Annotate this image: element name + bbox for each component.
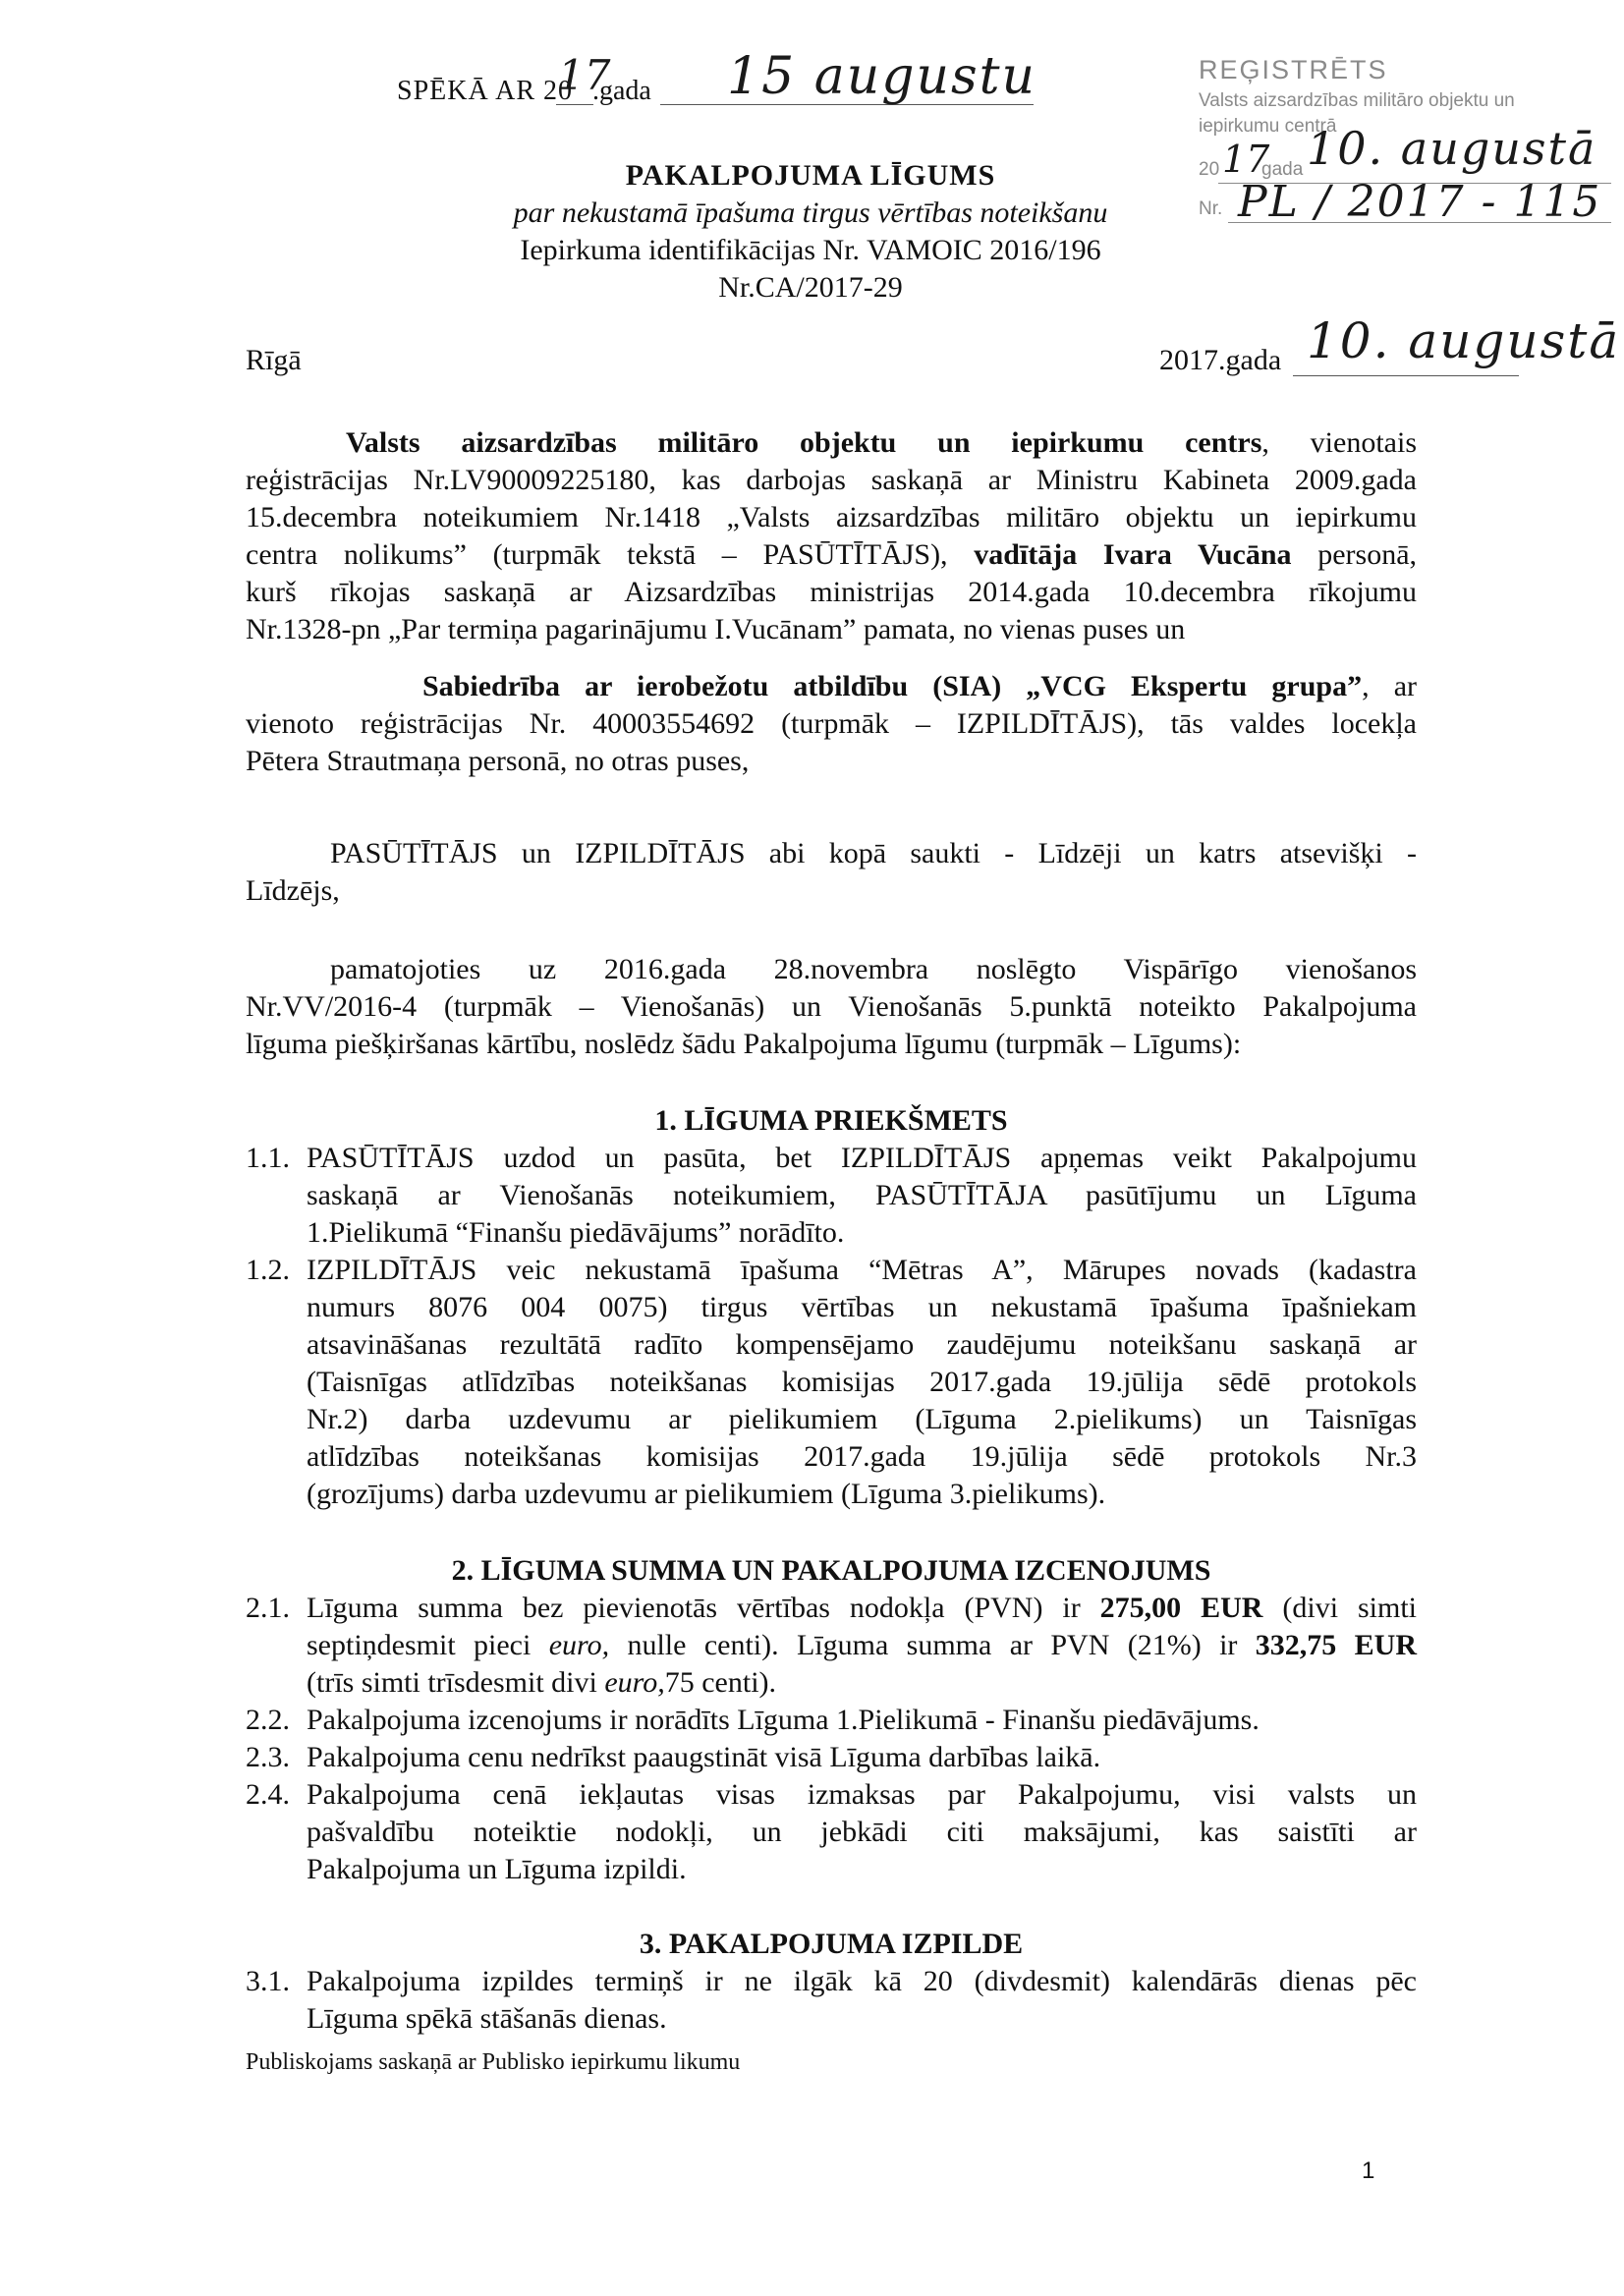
item-1-1-number: 1.1. xyxy=(246,1142,290,1174)
document-title: PAKALPOJUMA LĪGUMS xyxy=(625,159,996,192)
stamp-handwritten-year: 17 xyxy=(1222,138,1270,181)
page-number: 1 xyxy=(1362,2157,1375,2184)
basis-block xyxy=(246,951,1417,1063)
item-2-3-number: 2.3. xyxy=(246,1741,290,1773)
party-1-line-3: 15.decembra noteikumiem Nr.1418 „Valsts aizsardzības militāro objektu un iepirkumu xyxy=(246,501,1417,533)
item-3-1-number: 3.1. xyxy=(246,1965,290,1997)
document-subtitle: par nekustamā īpašuma tirgus vērtības noteikšanu xyxy=(513,196,1108,229)
party-2-line-2: vienoto reģistrācijas Nr. 40003554692 (turpmāk – IZPILDĪTĀJS), tās valdes locekļa xyxy=(246,707,1417,740)
party-2-line-1: Sabiedrība ar ierobežotu atbildību (SIA) „VCG Ekspertu grupa”, ar xyxy=(422,670,1417,702)
stamp-nr-label: Nr. xyxy=(1199,198,1223,219)
price-without-vat: 275,00 EUR xyxy=(1099,1592,1263,1624)
party-2-block xyxy=(246,668,1417,780)
stamp-year-prefix: 20 xyxy=(1199,159,1220,180)
item-2-1-number: 2.1. xyxy=(246,1592,290,1624)
parties-line-2: Līdzējs, xyxy=(246,874,340,907)
party-1-line-2: reģistrācijas Nr.LV90009225180, kas darbojas saskaņā ar Ministru Kabineta 2009.gada xyxy=(246,464,1417,496)
item-2-2: Pakalpojuma izcenojums ir norādīts Līguma 1.Pielikumā - Finanšu piedāvājums. xyxy=(307,1704,1260,1736)
effective-label: SPĒKĀ AR 20 xyxy=(397,76,574,106)
section-3-title: 3. PAKALPOJUMA IZPILDE xyxy=(639,1928,1024,1960)
stamp-handwritten-nr: PL / 2017 - 115 xyxy=(1238,177,1602,227)
item-3-1: Pakalpojuma izpildes termiņš ir ne ilgāk kā 20 (divdesmit) kalendārās dienas pēc Līguma spēkā stāšanās dienas. xyxy=(307,1965,1417,2035)
effective-gada: .gada xyxy=(592,76,651,106)
price-with-vat: 332,75 EUR xyxy=(1255,1629,1418,1661)
item-2-2-number: 2.2. xyxy=(246,1704,290,1736)
stamp-line-2: iepirkumu centrā xyxy=(1199,116,1337,137)
party-2-line-3: Pētera Strautmaņa personā, no otras puses, xyxy=(246,745,750,777)
procurement-id: Iepirkuma identifikācijas Nr. VAMOIC 2016/196 xyxy=(520,234,1101,266)
item-1-2: IZPILDĪTĀJS veic nekustamā īpašuma “Mētras A”, Mārupes novads (kadastra numurs 8076 004 0075) tirgus vērtības un nekustamā īpašuma īpašniekam atsavināšanas rezultātā radīto kompensējamo zaudējumu noteikšanu saskaņā ar (Taisnīgas atlīdzības noteikšanas komisijas 2017.gada 19.jūlija sēdē protokols Nr.2) darba uzdevumu ar pielikumiem (Līguma 2.pielikums) un Taisnīgas atlīdzības noteikšanas komisijas 2017.gada 19.jūlija sēdē protokols Nr.3 (grozījums) darba uzdevumu ar pielikumiem (Līguma 3.pielikums). xyxy=(307,1254,1417,1510)
section-2-title: 2. LĪGUMA SUMMA UN PAKALPOJUMA IZCENOJUMS xyxy=(451,1554,1211,1587)
item-1-2-number: 1.2. xyxy=(246,1254,290,1286)
basis-line-1: pamatojoties uz 2016.gada 28.novembra noslēgto Vispārīgo vienošanos xyxy=(330,953,1417,985)
stamp-handwritten-date: 10. augustā xyxy=(1307,122,1597,175)
party-1-line-6: Nr.1328-pn „Par termiņa pagarinājumu I.Vucānam” pamata, no vienas puses un xyxy=(246,613,1186,645)
stamp-line-1: Valsts aizsardzības militāro objektu un xyxy=(1199,90,1515,111)
place: Rīgā xyxy=(246,344,302,376)
effective-handwritten-date: 15 augustu xyxy=(727,47,1037,106)
stamp-title: REĢISTRĒTS xyxy=(1199,55,1388,84)
parties-line-1: PASŪTĪTĀJS un IZPILDĪTĀJS abi kopā saukti - Līdzēji un katrs atsevišķi - xyxy=(330,837,1417,869)
publication-note: Publiskojams saskaņā ar Publisko iepirkumu likumu xyxy=(246,2049,741,2075)
item-2-3: Pakalpojuma cenu nedrīkst paaugstināt visā Līguma darbības laikā. xyxy=(307,1741,1101,1773)
stamp-gada: gada xyxy=(1261,159,1304,180)
basis-line-3: līguma piešķiršanas kārtību, noslēdz šādu Pakalpojuma līgumu (turpmāk – Līgums): xyxy=(246,1028,1242,1060)
party-1-block xyxy=(246,424,1417,648)
party-1-name: Valsts aizsardzības militāro objektu un iepirkumu centrs xyxy=(346,426,1262,459)
party-1-line-1: Valsts aizsardzības militāro objektu un iepirkumu centrs, vienotais xyxy=(346,426,1417,459)
effective-handwritten-year: 17 xyxy=(558,51,611,99)
basis-line-2: Nr.VV/2016-4 (turpmāk – Vienošanās) un Vienošanās 5.punktā noteikto Pakalpojuma xyxy=(246,990,1417,1023)
contract-number: Nr.CA/2017-29 xyxy=(718,271,903,304)
parties-block xyxy=(246,835,1417,910)
item-2-4: Pakalpojuma cenā iekļautas visas izmaksas par Pakalpojumu, visi valsts un pašvaldību noteiktie nodokļi, un jebkādi citi maksājumi, kas saistīti ar Pakalpojuma un Līguma izpildi. xyxy=(307,1778,1417,1885)
item-2-1: Līguma summa bez pievienotās vērtības nodokļa (PVN) ir 275,00 EUR (divi simti septiņdesmit pieci euro, nulle centi). Līguma summa ar PVN (21%) ir 332,75 EUR (trīs simti trīsdesmit divi euro,75 centi). xyxy=(307,1592,1418,1699)
party-1-line-5: kurš rīkojas saskaņā ar Aizsardzības ministrijas 2014.gada 10.decembra rīkojumu xyxy=(246,576,1417,608)
contract-date: 2017.gada xyxy=(1159,344,1282,376)
effective-date xyxy=(397,73,573,110)
contract-handwritten-date: 10. augustā xyxy=(1307,312,1621,369)
item-2-4-number: 2.4. xyxy=(246,1778,290,1811)
party-1-representative: vadītāja Ivara Vucāna xyxy=(974,538,1292,571)
party-2-name: Sabiedrība ar ierobežotu atbildību (SIA) „VCG Ekspertu grupa” xyxy=(422,670,1363,702)
section-1-title: 1. LĪGUMA PRIEKŠMETS xyxy=(654,1104,1008,1137)
item-1-1: PASŪTĪTĀJS uzdod un pasūta, bet IZPILDĪTĀJS apņemas veikt Pakalpojumu saskaņā ar Vienošanās noteikumiem, PASŪTĪTĀJA pasūtījumu un Līguma 1.Pielikumā “Finanšu piedāvājums” norādīto. xyxy=(307,1142,1417,1249)
party-1-line-4: centra nolikums” (turpmāk tekstā – PASŪTĪTĀJS), vadītāja Ivara Vucāna personā, xyxy=(246,538,1418,571)
document-header xyxy=(354,157,1267,307)
